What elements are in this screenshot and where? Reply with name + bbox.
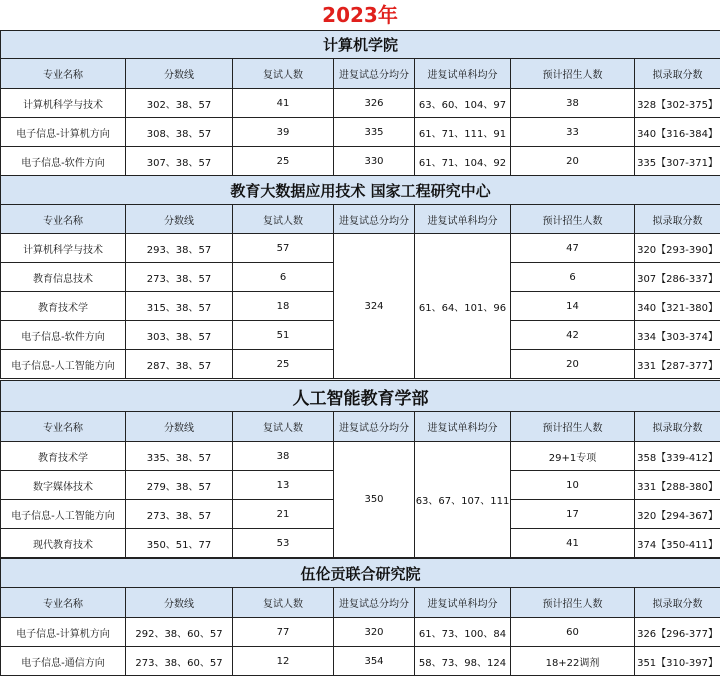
retest-count: 13: [233, 471, 334, 500]
section-title: 人工智能教育学部: [1, 381, 720, 412]
header-subject-avg: 进复试单科均分: [415, 59, 511, 89]
planned-enrollment: 17: [511, 500, 635, 529]
header-retest: 复试人数: [233, 588, 334, 618]
admission-score: 320【294-367】: [635, 500, 720, 529]
header-admit: 拟录取分数: [635, 412, 720, 442]
subject-average: 63、60、104、97: [415, 89, 511, 118]
admission-score: 326【296-377】: [635, 618, 720, 647]
total-average: 335: [334, 118, 415, 147]
section-title: 教育大数据应用技术 国家工程研究中心: [1, 176, 720, 205]
admission-score: 331【288-380】: [635, 471, 720, 500]
cutoff-score: 302、38、57: [126, 89, 233, 118]
header-admit: 拟录取分数: [635, 59, 720, 89]
year-title: 2023年: [322, 3, 398, 27]
header-admit: 拟录取分数: [635, 205, 720, 234]
subject-average: 61、73、100、84: [415, 618, 511, 647]
cutoff-score: 303、38、57: [126, 321, 233, 350]
section-title: 伍伦贡联合研究院: [1, 559, 720, 588]
section-table-wollongong-institute: [0, 558, 720, 676]
header-plan: 预计招生人数: [511, 205, 635, 234]
planned-enrollment: 14: [511, 292, 635, 321]
admission-score: 334【303-374】: [635, 321, 720, 350]
cutoff-score: 273、38、60、57: [126, 647, 233, 676]
planned-enrollment: 6: [511, 263, 635, 292]
planned-enrollment: 20: [511, 147, 635, 176]
major-name: 教育技术学: [1, 442, 126, 471]
total-average: 330: [334, 147, 415, 176]
planned-enrollment: 41: [511, 529, 635, 558]
major-name: 数字媒体技术: [1, 471, 126, 500]
major-name: 计算机科学与技术: [1, 89, 126, 118]
major-name: 计算机科学与技术: [1, 234, 126, 263]
cutoff-score: 350、51、77: [126, 529, 233, 558]
planned-enrollment: 60: [511, 618, 635, 647]
admission-score: 331【287-377】: [635, 350, 720, 379]
header-plan: 预计招生人数: [511, 412, 635, 442]
planned-enrollment: 18+22调剂: [511, 647, 635, 676]
header-name: 专业名称: [1, 59, 126, 89]
retest-count: 57: [233, 234, 334, 263]
admission-score: 340【321-380】: [635, 292, 720, 321]
header-total-avg: 进复试总分均分: [334, 59, 415, 89]
major-name: 电子信息-软件方向: [1, 321, 126, 350]
retest-count: 38: [233, 442, 334, 471]
total-average-merged: 324: [334, 234, 415, 379]
header-retest: 复试人数: [233, 205, 334, 234]
header-plan: 预计招生人数: [511, 588, 635, 618]
retest-count: 25: [233, 147, 334, 176]
section-table-edu-bigdata-center: [0, 175, 720, 379]
cutoff-score: 315、38、57: [126, 292, 233, 321]
subject-average-merged: 61、64、101、96: [415, 234, 511, 379]
total-average: 320: [334, 618, 415, 647]
retest-count: 41: [233, 89, 334, 118]
cutoff-score: 287、38、57: [126, 350, 233, 379]
header-plan: 预计招生人数: [511, 59, 635, 89]
major-name: 电子信息-通信方向: [1, 647, 126, 676]
admission-score: 335【307-371】: [635, 147, 720, 176]
header-cutoff: 分数线: [126, 412, 233, 442]
cutoff-score: 335、38、57: [126, 442, 233, 471]
major-name: 教育信息技术: [1, 263, 126, 292]
admission-score: 307【286-337】: [635, 263, 720, 292]
header-admit: 拟录取分数: [635, 588, 720, 618]
admission-score: 340【316-384】: [635, 118, 720, 147]
header-total-avg: 进复试总分均分: [334, 205, 415, 234]
retest-count: 6: [233, 263, 334, 292]
retest-count: 53: [233, 529, 334, 558]
header-subject-avg: 进复试单科均分: [415, 412, 511, 442]
planned-enrollment: 38: [511, 89, 635, 118]
cutoff-score: 279、38、57: [126, 471, 233, 500]
section-title: 计算机学院: [1, 31, 720, 59]
major-name: 电子信息-软件方向: [1, 147, 126, 176]
header-retest: 复试人数: [233, 412, 334, 442]
admission-score: 358【339-412】: [635, 442, 720, 471]
total-average-merged: 350: [334, 442, 415, 558]
planned-enrollment: 20: [511, 350, 635, 379]
major-name: 教育技术学: [1, 292, 126, 321]
header-total-avg: 进复试总分均分: [334, 412, 415, 442]
header-total-avg: 进复试总分均分: [334, 588, 415, 618]
header-subject-avg: 进复试单科均分: [415, 588, 511, 618]
planned-enrollment: 29+1专项: [511, 442, 635, 471]
total-average: 326: [334, 89, 415, 118]
planned-enrollment: 10: [511, 471, 635, 500]
admission-score: 351【310-397】: [635, 647, 720, 676]
retest-count: 21: [233, 500, 334, 529]
admission-score: 320【293-390】: [635, 234, 720, 263]
retest-count: 18: [233, 292, 334, 321]
retest-count: 39: [233, 118, 334, 147]
major-name: 电子信息-计算机方向: [1, 118, 126, 147]
retest-count: 51: [233, 321, 334, 350]
subject-average: 58、73、98、124: [415, 647, 511, 676]
section-table-computer-college: [0, 30, 720, 176]
subject-average: 61、71、104、92: [415, 147, 511, 176]
planned-enrollment: 47: [511, 234, 635, 263]
header-name: 专业名称: [1, 205, 126, 234]
planned-enrollment: 42: [511, 321, 635, 350]
major-name: 现代教育技术: [1, 529, 126, 558]
subject-average: 61、71、111、91: [415, 118, 511, 147]
header-cutoff: 分数线: [126, 588, 233, 618]
subject-average-merged: 63、67、107、111: [415, 442, 511, 558]
header-name: 专业名称: [1, 588, 126, 618]
header-retest: 复试人数: [233, 59, 334, 89]
admission-score: 328【302-375】: [635, 89, 720, 118]
header-subject-avg: 进复试单科均分: [415, 205, 511, 234]
major-name: 电子信息-人工智能方向: [1, 350, 126, 379]
planned-enrollment: 33: [511, 118, 635, 147]
cutoff-score: 308、38、57: [126, 118, 233, 147]
admission-score: 374【350-411】: [635, 529, 720, 558]
major-name: 电子信息-计算机方向: [1, 618, 126, 647]
retest-count: 12: [233, 647, 334, 676]
header-cutoff: 分数线: [126, 59, 233, 89]
cutoff-score: 307、38、57: [126, 147, 233, 176]
header-name: 专业名称: [1, 412, 126, 442]
section-table-ai-education: [0, 380, 720, 558]
cutoff-score: 293、38、57: [126, 234, 233, 263]
cutoff-score: 273、38、57: [126, 500, 233, 529]
retest-count: 77: [233, 618, 334, 647]
cutoff-score: 273、38、57: [126, 263, 233, 292]
cutoff-score: 292、38、60、57: [126, 618, 233, 647]
major-name: 电子信息-人工智能方向: [1, 500, 126, 529]
header-cutoff: 分数线: [126, 205, 233, 234]
total-average: 354: [334, 647, 415, 676]
retest-count: 25: [233, 350, 334, 379]
